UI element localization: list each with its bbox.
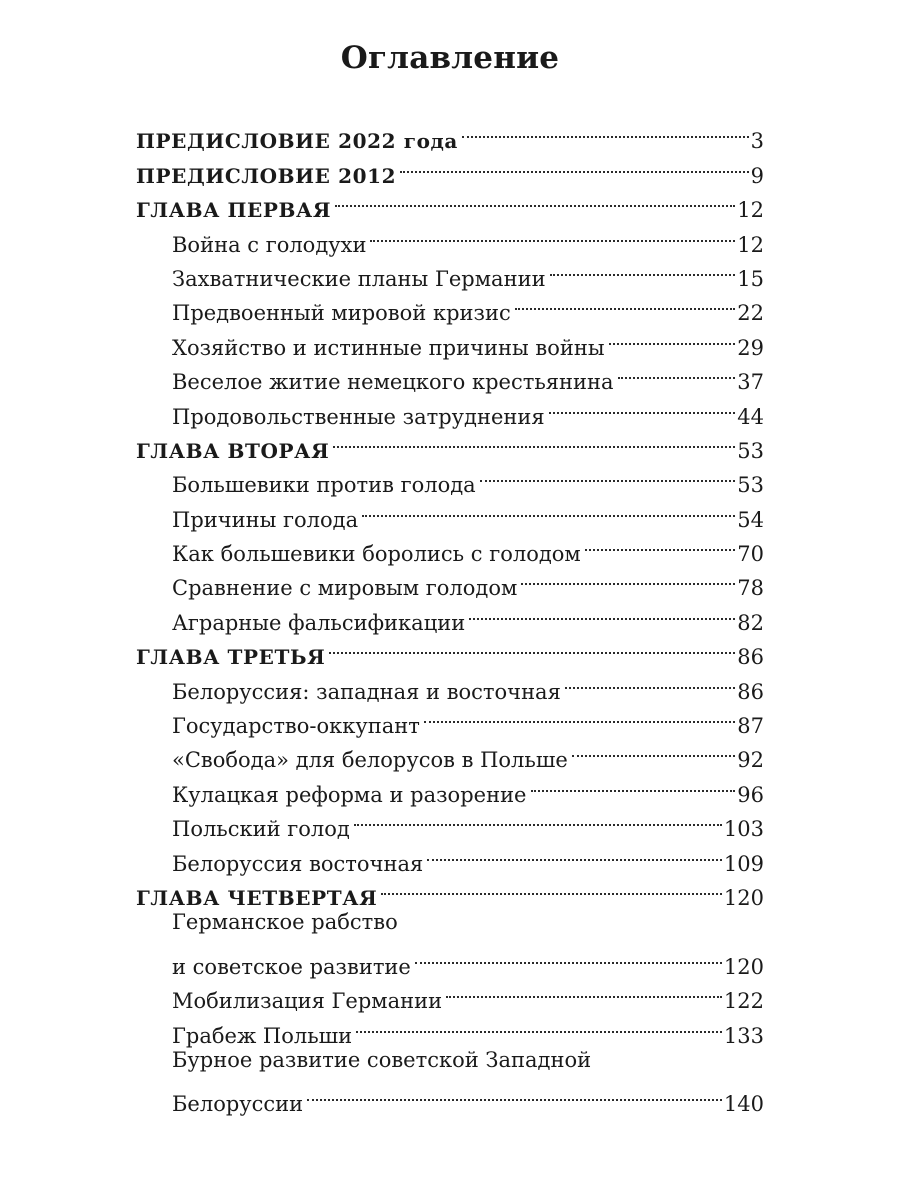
toc-entry <box>136 802 764 842</box>
dot-leader <box>370 217 735 251</box>
toc-entry-page-number: 3 <box>750 129 764 154</box>
toc-entry-page-number: 29 <box>737 335 764 360</box>
toc-entry-title: Предвоенный мировой кризис <box>172 301 511 326</box>
toc-entry <box>136 458 764 498</box>
toc-entry-page-number: 78 <box>737 576 764 601</box>
dot-leader <box>565 664 735 698</box>
toc-entry-page-number: 12 <box>737 198 764 223</box>
toc-entry-title: ГЛАВА ЧЕТВЕРТАЯ <box>136 885 378 910</box>
dot-leader <box>550 252 736 286</box>
dot-leader <box>609 320 736 354</box>
dot-leader <box>400 148 748 182</box>
dot-leader <box>462 114 749 148</box>
toc-entry-title: ГЛАВА ВТОРАЯ <box>136 438 330 463</box>
toc-entry-title: Война с голодухи <box>172 232 367 257</box>
toc-entry-title: Грабеж Польши <box>172 1023 353 1048</box>
toc-entry-title: и советское развитие <box>172 954 411 979</box>
toc-entry-page-number: 86 <box>737 645 764 670</box>
dot-leader <box>531 767 736 801</box>
toc-entry <box>136 252 764 291</box>
toc-entry-title: Причины голода <box>172 507 359 532</box>
toc-entry-title: Сравнение с мировым голодом <box>172 576 518 601</box>
page-title: Оглавление <box>340 40 560 76</box>
toc-entry-title: Польский голод <box>172 817 350 842</box>
toc-entry-title: Белоруссия восточная <box>172 851 424 876</box>
toc-entry-title: Кулацкая реформа и разорение <box>172 782 527 807</box>
toc-entry <box>136 355 764 395</box>
dot-leader <box>335 183 735 217</box>
toc-entry-title: Германское рабство <box>172 909 398 934</box>
toc-entry-title: Веселое житие немецкого крестьянина <box>172 370 614 395</box>
toc-entry-title: ПРЕДИСЛОВИЕ 2022 года <box>136 129 458 154</box>
toc-entry <box>136 1077 764 1117</box>
dot-leader <box>521 561 735 595</box>
toc-entry-page-number: 54 <box>737 507 764 532</box>
toc-entry-title: Продовольственные затруднения <box>172 404 545 429</box>
toc-entry-title: Белоруссии <box>172 1092 304 1117</box>
toc-entry-page-number: 120 <box>723 954 764 979</box>
toc-entry-title: Мобилизация Германии <box>172 989 443 1014</box>
toc-entry-title: Государство-оккупант <box>172 714 420 739</box>
toc-entry-title: Как большевики боролись с голодом <box>172 542 581 567</box>
dot-leader <box>618 355 736 389</box>
toc-entry-page-number: 86 <box>737 679 764 704</box>
toc-entry <box>136 148 764 188</box>
toc-entry-page-number: 53 <box>737 438 764 463</box>
toc-entry <box>136 286 764 326</box>
toc-entry-page-number: 133 <box>723 1023 764 1048</box>
dot-leader <box>446 974 722 1008</box>
toc-entry-title: Хозяйство и истинные причины войны <box>172 335 605 360</box>
toc-entry <box>136 217 764 257</box>
toc-entry-page-number: 120 <box>723 885 764 910</box>
toc-entry-page-number: 92 <box>737 748 764 773</box>
toc-entry-title: «Свобода» для белорусов в Польше <box>172 748 568 773</box>
toc-entry <box>136 389 764 429</box>
dot-leader <box>469 595 735 629</box>
table-of-contents <box>136 114 764 1117</box>
toc-entry-title: Белоруссия: западная и восточная <box>172 679 561 704</box>
toc-entry-title: ГЛАВА ПЕРВАЯ <box>136 198 332 223</box>
dot-leader <box>329 630 735 664</box>
dot-leader <box>480 458 736 492</box>
toc-entry <box>136 939 764 979</box>
toc-entry-title: Бурное развитие советской Западной <box>172 1047 592 1072</box>
dot-leader <box>333 424 735 458</box>
dot-leader <box>585 527 736 561</box>
toc-entry-page-number: 53 <box>737 473 764 498</box>
toc-entry-page-number: 103 <box>723 817 764 842</box>
toc-entry <box>136 561 764 601</box>
toc-entry-title: Большевики против голода <box>172 473 476 498</box>
toc-entry-page-number: 109 <box>723 851 764 876</box>
dot-leader <box>381 871 722 905</box>
dot-leader <box>307 1077 722 1111</box>
dot-leader <box>362 492 735 526</box>
toc-entry-page-number: 140 <box>723 1092 764 1117</box>
toc-entry-page-number: 12 <box>737 232 764 257</box>
toc-entry-page-number: 9 <box>750 163 764 188</box>
toc-entry <box>136 630 764 670</box>
toc-entry-page-number: 87 <box>737 714 764 739</box>
toc-entry <box>136 492 764 532</box>
toc-entry <box>136 664 764 704</box>
toc-entry <box>136 767 764 807</box>
dot-leader <box>572 733 735 767</box>
toc-entry <box>136 114 764 154</box>
toc-entry <box>136 905 764 939</box>
toc-entry <box>136 1043 764 1077</box>
toc-entry <box>136 527 764 567</box>
toc-entry-page-number: 37 <box>737 370 764 395</box>
toc-entry-title: Захватнические планы Германии <box>172 266 546 291</box>
toc-entry-page-number: 122 <box>723 989 764 1014</box>
toc-entry <box>136 320 764 360</box>
toc-entry-title: ГЛАВА ТРЕТЬЯ <box>136 645 326 670</box>
dot-leader <box>415 939 722 973</box>
toc-entry <box>136 733 764 773</box>
toc-entry <box>136 595 764 635</box>
toc-entry <box>136 424 764 463</box>
toc-entry <box>136 1008 764 1048</box>
toc-entry <box>136 974 764 1014</box>
dot-leader <box>549 389 736 423</box>
toc-entry-page-number: 22 <box>737 301 764 326</box>
dot-leader <box>424 699 735 733</box>
toc-entry-title: ПРЕДИСЛОВИЕ 2012 <box>136 163 397 188</box>
dot-leader <box>515 286 736 320</box>
toc-entry <box>136 871 764 910</box>
toc-entry <box>136 699 764 739</box>
dot-leader <box>427 836 722 870</box>
toc-entry-page-number: 96 <box>737 782 764 807</box>
toc-entry-page-number: 70 <box>737 542 764 567</box>
toc-entry-page-number: 44 <box>737 404 764 429</box>
toc-entry-title: Аграрные фальсификации <box>172 610 466 635</box>
toc-entry <box>136 183 764 223</box>
dot-leader <box>356 1008 722 1042</box>
toc-entry-page-number: 82 <box>737 610 764 635</box>
dot-leader <box>354 802 722 836</box>
toc-entry-page-number: 15 <box>737 266 764 291</box>
toc-entry <box>136 836 764 876</box>
